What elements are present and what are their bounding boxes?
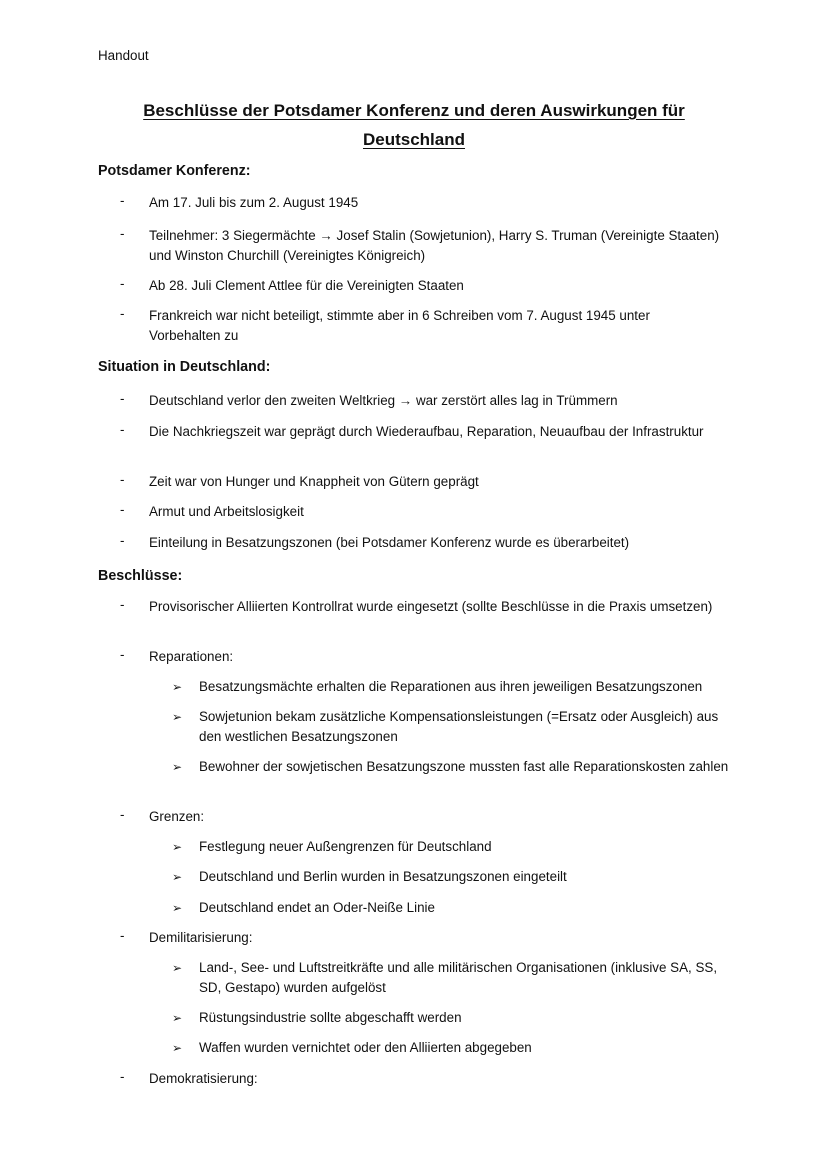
list-item-text: Deutschland verlor den zweiten Weltkrieg → war zerstört alles lag in Trümmern	[149, 393, 618, 408]
arrow-bullet-icon: ➢	[172, 760, 183, 774]
section-heading-situation: Situation in Deutschland:	[98, 359, 271, 375]
list-item-text: Armut und Arbeitslosigkeit	[149, 504, 304, 519]
bullet-dash: -	[120, 472, 125, 487]
list-item-label: Demokratisierung:	[149, 1071, 258, 1086]
arrow-bullet-icon: ➢	[172, 870, 183, 884]
arrow-bullet-icon: ➢	[172, 961, 183, 975]
bullet-dash: -	[120, 502, 125, 517]
list-item-label: Reparationen:	[149, 649, 234, 664]
list-item-text: Zeit war von Hunger und Knappheit von Gütern geprägt	[149, 474, 479, 489]
arrow-bullet-icon: ➢	[172, 901, 183, 915]
section-heading-beschluesse: Beschlüsse:	[98, 568, 183, 584]
bullet-dash: -	[120, 928, 125, 943]
header-label: Handout	[98, 48, 149, 63]
section-heading-potsdam: Potsdamer Konferenz:	[98, 163, 251, 179]
arrow-bullet-icon: ➢	[172, 710, 183, 724]
bullet-dash: -	[120, 807, 125, 822]
bullet-dash: -	[120, 276, 125, 291]
bullet-dash: -	[120, 391, 125, 406]
sub-list-item-text: Deutschland und Berlin wurden in Besatzungszonen eingeteilt	[199, 869, 567, 884]
list-item-text: Teilnehmer: 3 Siegermächte → Josef Stalin (Sowjetunion), Harry S. Truman (Vereinigte Staaten) und Winston Churchill (Vereinigtes Königreich)	[149, 228, 720, 263]
bullet-dash: -	[120, 226, 125, 241]
list-item-text: Einteilung in Besatzungszonen (bei Potsdamer Konferenz wurde es überarbeitet)	[149, 535, 630, 550]
sub-list-item-text: Land-, See- und Luftstreitkräfte und alle militärischen Organisationen (inklusive SA, SS, SD, Gestapo) wurden aufgelöst	[199, 960, 718, 995]
list-item-label: Grenzen:	[149, 809, 205, 824]
arrow-bullet-icon: ➢	[172, 840, 183, 854]
list-item-text: Frankreich war nicht beteiligt, stimmte aber in 6 Schreiben vom 7. August 1945 unter Vorbehalten zu	[149, 308, 650, 343]
sub-list-item-text: Besatzungsmächte erhalten die Reparationen aus ihren jeweiligen Besatzungszonen	[199, 679, 703, 694]
bullet-dash: -	[120, 1069, 125, 1084]
list-item-label: Demilitarisierung:	[149, 930, 253, 945]
bullet-dash: -	[120, 597, 125, 612]
document-title	[98, 96, 730, 154]
list-item-text: Die Nachkriegszeit war geprägt durch Wiederaufbau, Reparation, Neuaufbau der Infrastruktur	[149, 424, 704, 439]
bullet-dash: -	[120, 647, 125, 662]
sub-list-item-text: Rüstungsindustrie sollte abgeschafft werden	[199, 1010, 462, 1025]
bullet-dash: -	[120, 306, 125, 321]
sub-list-item-text: Deutschland endet an Oder-Neiße Linie	[199, 900, 435, 915]
list-item-text: Provisorischer Alliierten Kontrollrat wurde eingesetzt (sollte Beschlüsse in die Praxis umsetzen)	[149, 599, 713, 614]
sub-list-item-text: Waffen wurden vernichtet oder den Alliierten abgegeben	[199, 1040, 532, 1055]
arrow-bullet-icon: ➢	[172, 1041, 183, 1055]
list-item-text: Ab 28. Juli Clement Attlee für die Vereinigten Staaten	[149, 278, 464, 293]
bullet-dash: -	[120, 422, 125, 437]
sub-list-item-text: Festlegung neuer Außengrenzen für Deutschland	[199, 839, 492, 854]
bullet-dash: -	[120, 193, 125, 208]
bullet-dash: -	[120, 533, 125, 548]
title-line-2: Deutschland	[362, 130, 466, 149]
sub-list-item-text: Bewohner der sowjetischen Besatzungszone mussten fast alle Reparationskosten zahlen	[199, 759, 729, 774]
list-item-text: Am 17. Juli bis zum 2. August 1945	[149, 195, 359, 210]
title-line-1: Beschlüsse der Potsdamer Konferenz und deren Auswirkungen für	[143, 101, 685, 120]
arrow-bullet-icon: ➢	[172, 680, 183, 694]
arrow-bullet-icon: ➢	[172, 1011, 183, 1025]
sub-list-item-text: Sowjetunion bekam zusätzliche Kompensationsleistungen (=Ersatz oder Ausgleich) aus den westlichen Besatzungszonen	[199, 709, 719, 744]
